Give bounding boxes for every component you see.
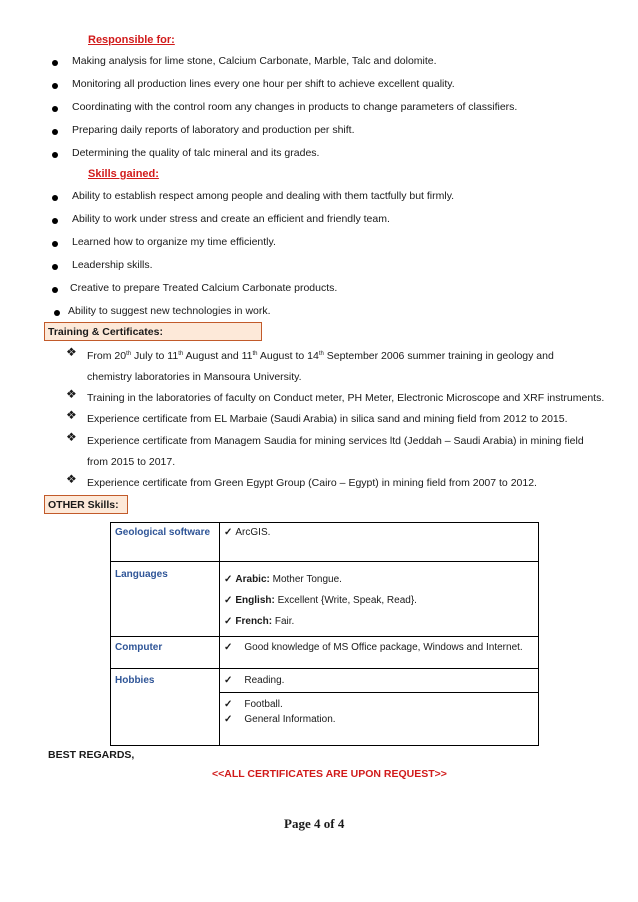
diamond-bullet-icon: ❖ — [66, 387, 77, 401]
checkmark-icon: ✓ — [224, 714, 233, 725]
bullet-icon — [52, 195, 58, 201]
bullet-icon — [52, 264, 58, 270]
resume-page-4: Responsible for: Making analysis for lime stone, Calcium Carbonate, Marble, Talc and dolomite. Monitoring all production lines every one hour per shift to achieve excellent quality. Coordinating with the control room any changes in products to change parameters of classifiers. Preparing daily reports of laboratory and production per shift. Determining the quality of talc mineral and its grades. Skills gained: Ability to establish respect among people and dealing with them tactfully but firmly. Ability to work under stress and create an efficient and friendly team. Learned how to organize my time efficiently. Leadership skills. Creative to prepare Treated Calcium Carbonate products. Ability to suggest new technologies in work. Training & Certificates: ❖ From 20th July to 11th August and 11th August to 14th September 2006 summer training in geology and chemistry laboratories in Mansoura University. ❖ Training in the laboratories of faculty on Conduct meter, PH Meter, Electronic Microscope and XRF instruments. ❖ Experience certificate from EL Marbaie (Saudi Arabia) in silica sand and mining field from 2012 to 2015. ❖ Experience certificate from Managem Saudia for mining services ltd (Jeddah – Saudi Arabia) in mining field from 2015 to 2017. ❖ Experience certificate from Green Egypt Group (Cairo – Egypt) in mining field from 2007 to 2012. OTHER Skills: Geological software ✓ ArcGIS. Languages ✓ Arabic: Mother Tongue. ✓ English: Excellent {Write, Speak, Read}. ✓ French: Fair. Computer ✓ Good knowledge of MS Office package, Windows and Internet. Hobbies ✓ Reading. ✓ Football. ✓ General Information. BEST REGARDS, <<ALL CERTIFICATES ARE UPON REQUEST>> Page 4 of 4 — [0, 0, 638, 902]
checkmark-icon: ✓ — [224, 675, 233, 686]
bullet-icon — [52, 287, 58, 293]
best-regards: BEST REGARDS, — [48, 749, 135, 761]
diamond-bullet-icon: ❖ — [66, 408, 77, 422]
table-cell-category: Languages — [111, 562, 220, 637]
bullet-icon — [52, 106, 58, 112]
diamond-bullet-icon: ❖ — [66, 345, 77, 359]
table-cell-category: Hobbies — [111, 669, 220, 746]
diamond-bullet-icon: ❖ — [66, 430, 77, 444]
bullet-icon — [52, 129, 58, 135]
certificates-note: <<ALL CERTIFICATES ARE UPON REQUEST>> — [212, 768, 447, 780]
table-cell-value: ✓ Arabic: Mother Tongue. ✓ English: Excellent {Write, Speak, Read}. ✓ French: Fair. — [220, 562, 539, 637]
table-cell-category: Computer — [111, 637, 220, 669]
bullet-icon — [52, 241, 58, 247]
table-cell-category: Geological software — [111, 523, 220, 562]
responsible-heading: Responsible for: — [88, 34, 175, 46]
checkmark-icon: ✓ — [224, 595, 233, 606]
checkmark-icon: ✓ — [224, 642, 233, 653]
checkmark-icon: ✓ — [224, 574, 233, 585]
table-row — [111, 669, 539, 746]
bullet-icon — [52, 83, 58, 89]
table-cell-value: ✓ ArcGIS. — [220, 523, 539, 562]
checkmark-icon: ✓ — [224, 527, 233, 538]
bullet-icon — [52, 152, 58, 158]
table-row — [111, 562, 539, 637]
bullet-icon — [52, 218, 58, 224]
other-skills-heading: OTHER Skills: — [44, 495, 128, 514]
other-skills-table — [110, 522, 539, 746]
table-row — [111, 523, 539, 562]
checkmark-icon: ✓ — [224, 616, 233, 627]
table-row — [111, 637, 539, 669]
bullet-icon — [52, 60, 58, 66]
diamond-bullet-icon: ❖ — [66, 472, 77, 486]
table-cell-value: ✓ Reading. ✓ Football. ✓ General Information. — [220, 669, 539, 746]
page-number: Page 4 of 4 — [284, 816, 345, 831]
table-cell-value: ✓ Good knowledge of MS Office package, Windows and Internet. — [220, 637, 539, 669]
checkmark-icon: ✓ — [224, 699, 233, 710]
training-heading: Training & Certificates: — [44, 322, 262, 341]
bullet-icon — [54, 310, 60, 316]
skills-gained-heading: Skills gained: — [88, 168, 159, 180]
